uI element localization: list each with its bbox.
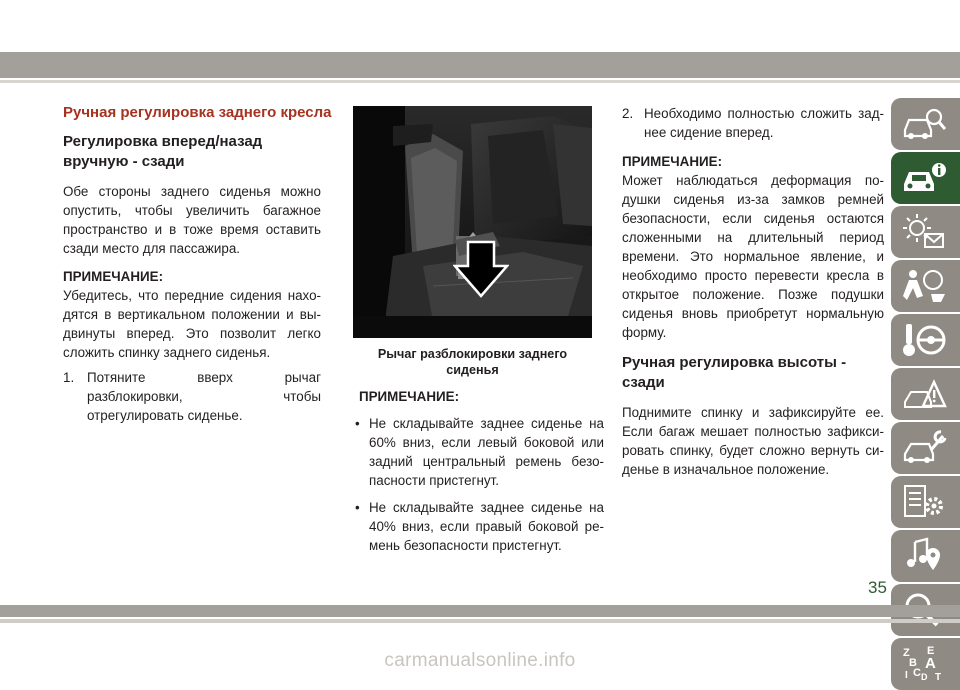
paragraph-fold: Обе стороны заднего сиденья можно опустить, чтобы увеличить багажное пространство и в тоже время оставить сзади место для пассажира. — [63, 184, 321, 256]
bottom-band — [0, 605, 960, 617]
tab-car-info[interactable] — [891, 152, 960, 204]
column-right — [622, 104, 884, 479]
section-title: Ручная регулировка заднего кресла — [63, 104, 332, 121]
bullet-mark: • — [355, 500, 360, 515]
column-middle — [353, 387, 604, 555]
step-1 — [63, 368, 321, 425]
bullet-mark: • — [355, 416, 360, 431]
top-band-line — [0, 80, 960, 83]
watermark: carmanualsonline.info — [384, 650, 576, 671]
top-band — [0, 52, 960, 78]
paragraph-height: Поднимите спинку и зафиксируйте ее. Если багаж мешает полностью зафиксировать спинку, будет сложно вернуть сиденье в изначальное положение. — [622, 405, 884, 477]
airbag-person-icon — [901, 266, 947, 306]
index-letter: C — [913, 667, 921, 679]
tab-emergency[interactable] — [891, 368, 960, 420]
specs-gear-icon — [901, 482, 947, 522]
music-navigation-icon — [901, 536, 947, 576]
down-arrow-icon — [453, 240, 509, 298]
car-info-icon — [901, 158, 947, 198]
bullet-2-text: Не складывайте заднее сиденье на 40% вниз, если правый боковой ремень безопасности пристегнут. — [369, 500, 604, 553]
bullet-item-1 — [353, 414, 604, 490]
car-search-icon — [901, 104, 947, 144]
step-1-text: Потяните вверх рычаг разблокировки, чтобы отрегулировать сиденье. — [87, 370, 321, 423]
index-letter: D — [921, 672, 928, 682]
bottom-band-line — [0, 619, 960, 623]
tab-starting[interactable] — [891, 314, 960, 366]
heading-height: Ручная регулировка высоты - сзади — [622, 354, 847, 391]
note-label: ПРИМЕЧАНИЕ: — [63, 269, 164, 284]
roadside-warning-icon — [901, 374, 947, 414]
note-label-right: ПРИМЕЧАНИЕ: — [622, 154, 723, 169]
index-letter: T — [935, 672, 942, 683]
page-number: 35 — [868, 578, 887, 597]
step-2-number: 2. — [622, 106, 634, 121]
index-letter: A — [925, 655, 936, 672]
index-letter: I — [905, 670, 908, 681]
tab-multimedia[interactable] — [891, 530, 960, 582]
column-left — [63, 132, 321, 425]
index-letter: B — [909, 657, 917, 669]
warning-light-mail-icon — [901, 212, 947, 252]
bullet-1-text: Не складывайте заднее сиденье на 60% вниз, если левый боковой или задний центральный ремень безопасности пристегнут. — [369, 416, 604, 488]
car-wrench-icon — [901, 428, 947, 468]
bullet-item-2 — [353, 498, 604, 555]
tab-service[interactable] — [891, 422, 960, 474]
index-letter: E — [927, 645, 935, 657]
rear-seat-photo — [353, 106, 592, 338]
tab-safety[interactable] — [891, 260, 960, 312]
key-steering-wheel-icon — [901, 320, 947, 360]
rear-seat-illustration — [353, 106, 592, 338]
note-text-right: Может наблюдаться деформация подушки сиденья из-за замков ремней безопасности, если сиденья остаются сложенными на длительный период времени. Это нормальное явление, и необходимо просто перевести кресла в открытое положение. Позже подушки сиденья вновь приобретут нормальную форму. — [622, 173, 884, 340]
step-1-number: 1. — [63, 370, 75, 385]
tab-warning-lights[interactable] — [891, 206, 960, 258]
tab-car-search[interactable] — [891, 98, 960, 150]
note-text: Убедитесь, что передние сидения находятся в вертикальном положении и выдвинуты вперед. Это позволит легко сложить спинку заднего сиденья. — [63, 288, 321, 360]
note-label-middle: ПРИМЕЧАНИЕ: — [359, 389, 460, 404]
step-2-text: Необходимо полностью сложить заднее сидение вперед. — [644, 106, 884, 140]
step-2 — [622, 104, 884, 142]
tab-specifications[interactable] — [891, 476, 960, 528]
heading-forward-back: Регулировка вперед/назад вручную - сзади — [63, 133, 263, 170]
index-letter: Z — [903, 647, 910, 659]
photo-caption: Рычаг разблокировки заднего сиденья — [377, 347, 568, 377]
